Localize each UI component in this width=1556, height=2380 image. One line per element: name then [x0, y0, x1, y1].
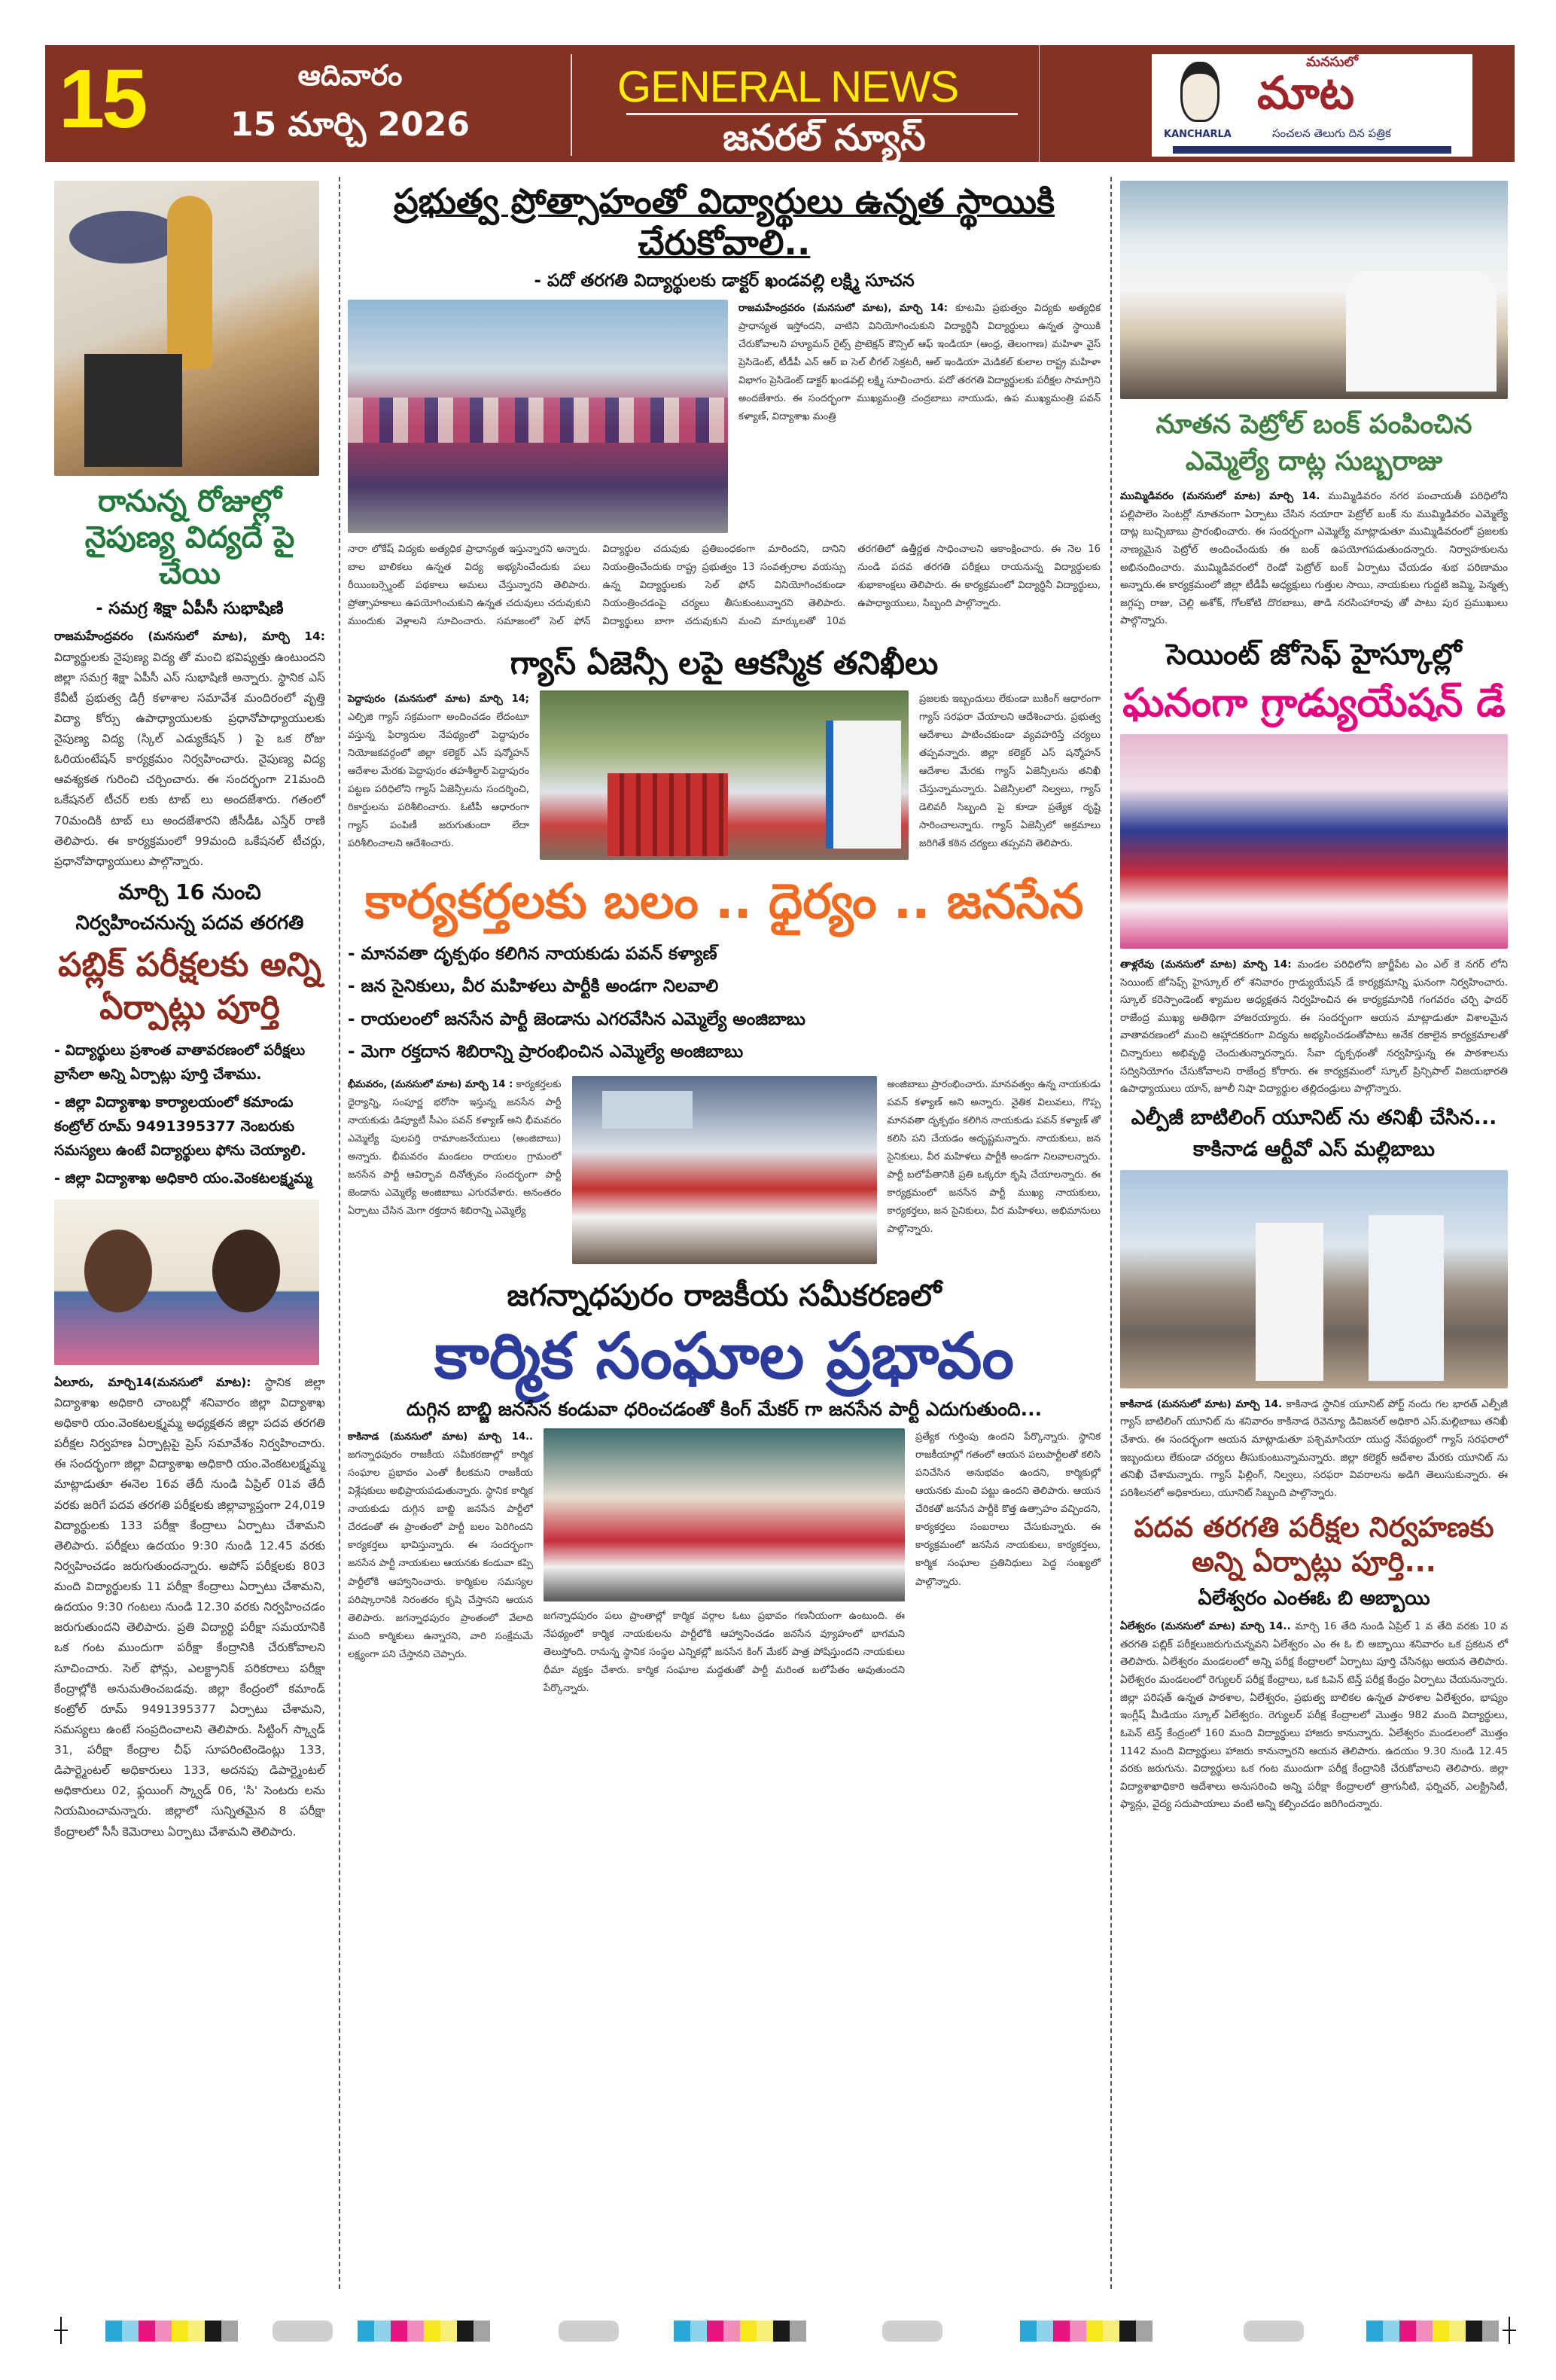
section-underline [626, 113, 1018, 115]
issue-day: ఆదివారం [297, 59, 403, 92]
dateline: కాకినాడ (మనసులో మాట) మార్చి 14. [1120, 1397, 1283, 1410]
logo-bar [1173, 146, 1451, 154]
jagannadhapuram-subhead: దుగ్గిన బాబ్జి జనసేన కండువా ధరించడంతో కింగ్ మేకర్ గా జనసేన పార్టీ ఎదుగుతుంది... [406, 1398, 1043, 1421]
cmyk-swatch-group [1366, 2321, 1499, 2342]
dateline: రాజమహేంద్రవరం (మనసులో మాట), మార్చి 14: [54, 629, 325, 644]
article-text: జగన్నాధపురం పలు ప్రాంతాల్లో కార్మిక వర్గాల ఓటు ప్రభావం గణనీయంగా ఉంటుంది. ఈ నేపథ్యంలో కార్మిక నాయకులను పార్టీలోకి ఆహ్వానించడం జనసేన వ్యూహంలో భాగమని తెలుస్తోంది. రానున్న స్థానిక సంస్థల ఎన్నికల్లో జనసేన కింగ్ మేకర్ పాత్ర పోషిస్తుందని నాయకులు ధీమా వ్యక్తం చేశారు. కార్మిక సంఘాల మద్దతుతో పార్టీ మరింత బలోపేతం అవుతుందని పేర్కొన్నారు. [544, 1611, 905, 1695]
print-footer [0, 2296, 1556, 2357]
color-swatch [188, 2321, 205, 2342]
graduation-kicker: సెయింట్ జోసెఫ్ హైస్కూల్లో [1166, 638, 1462, 671]
bullet-item: - జన సైనికులు, వీర మహిళలు పార్టీకి అండగా నిలవాలి [348, 977, 719, 997]
article-text: మార్చి 16 తేది నుండి ఏప్రిల్ 1 వ తేది వరకు 10 వ తరగతి పబ్లిక్ పరీక్షలుజరుగుచున్నవని ఏలేశ్వరం ఎం ఈ ఓ బి అబ్బాయి శనివారం ఒక ప్రకటన లో తెలిపారు. ఏలేశ్వరం మండలంలో అన్ని పరీక్ష కేంద్రాలలో ఏర్పాటు పూర్తి చేసినట్లు ఆయన తెలిపారు. ఏలేశ్వరం మండలంలో రెగ్యులర్ పరీక్ష కేంద్రాలు, ఒక ఓపెన్ టెన్త్ పరీక్ష కేంద్రం ఏర్పాటు చేయనున్నారు. జిల్లా పరిషత్ ఉన్నత పాఠశాల, ఏలేశ్వరం, ప్రభుత్వ బాలికల ఉన్నత పాఠశాల ఏలేశ్వరం, భాష్యం ఇంగ్లీష్ మీడియం స్కూల్ ఏలేశ్వరం. రెగ్యులర్ పరీక్ష కేంద్రాలలో మొత్తం 982 మంది విద్యార్థులు, ఓపెన్ టెన్త్ కేంద్రంలో 160 మంది విద్యార్థులు హాజరు కానున్నారు. ఏలేశ్వరం మండలంలో మొత్తం 1142 మంది విద్యార్థులు హాజరు కానున్నారని ఆయన తెలిపారు. ఉదయం 9.30 నుండి 12.45 వరకు జరుగును. విద్యార్థులు ఒక గంట ముందుగా పరీక్ష కేంద్రానికి చేరుకోవాలని తెలిపారు. జిల్లా విద్యాశాఖాధికారి ఆదేశాలు అనుసరించి అన్ని పరీక్షా కేంద్రాలలో త్రాగునీటి, ఫర్నిచర్, ఎలక్ట్రిసిటీ, ఫ్యాన్లు, వైద్య సదుపాయాలు వంటి అన్ని కల్పించడం జరిగిందన్నారు. [1120, 1620, 1509, 1811]
lpg-subhead: కాకినాడ ఆర్టీవో ఎస్ మల్లిబాబు [1192, 1138, 1435, 1162]
article-text: అంజిబాబు ప్రారంభించారు. మానవత్వం ఉన్న నాయకుడు పవన్ కళ్యాణ్ అని అన్నారు. నైతిక విలువలు, గొప్ప మానవతా దృక్పథం కలిగిన నాయకుడు పవన్ కళ్యాణ్ తో కలిసి పని చేయడం అదృష్టమన్నారు. నాయకులు, జన సైనికులు, వీర [887, 1078, 1101, 1163]
gray-calibration-patch [273, 2321, 333, 2342]
color-swatch [1070, 2321, 1086, 2342]
color-swatch [374, 2321, 391, 2342]
article-body [1120, 1618, 1508, 1814]
color-swatch [1433, 2321, 1449, 2342]
bullet-item: - జిల్లా విద్యాశాఖ కార్యాలయంలో కమాండు కంట్రోల్ రూమ్ 9491395377 నెంబరుకు సమస్యలు ఉంటే విద్యార్థులు ఫోను చెయ్యాలి. [54, 1093, 306, 1160]
article-text: నియంత్రించేందుకు రాష్ట్ర ప్రభుత్వం 13 సంవత్సరాల వయస్సు ఉన్న విద్యార్థులకు సెల్ ఫోన్ వినియోగించకుండా నియంత్రించడంపై చర్యలు తీసుకుంటున్నారని తెలిపారు. విద్యార్థులు బాగా చదువుకుని మంచి మార్కులతో 10వ తరగతిలో ఉత్తీర్ణత సాధించాలని ఆకాంక్షించారు. ఈ నెల 16 నుండి పదవ తరగతి పరీక్షలు రాయనున్న విద్యార్థులకు శుభాకాంక్షలు తెలిపారు. ఈ కార్యక్రమంలో విద్యార్థినీ విద్యార్థులు, ఉపాధ్యాయులు, సిబ్బంది పాల్గొన్నారు. [602, 543, 1101, 628]
gas-headline: గ్యాస్ ఏజెన్సీ లపై ఆకస్మిక తనిఖీలు [510, 645, 939, 682]
photo-graduation-day [1120, 734, 1508, 949]
article-text: మహిళలు పార్టీకి అండగా నిలవాలన్నారు. పార్టీ బలోపేతానికి ప్రతి ఒక్కరూ కృషి చేయాలన్నారు. ఈ కార్యక్రమంలో జనసేన పార్టీ ముఖ్య నాయకులు, కార్యకర్తలు, జన సైనికులు, వీర మహిళలు, అభిమానులు పాల్గొన్నారు. [887, 1150, 1101, 1236]
gray-calibration-patch [559, 2321, 619, 2342]
headline-public-exams: పబ్లిక్ పరీక్షలకు అన్ని ఏర్పాట్లు పూర్తి [58, 945, 321, 1027]
article-body [348, 1428, 533, 1664]
article-body [348, 541, 1101, 631]
logo-small-text: మనసులో [1306, 54, 1359, 70]
article-text: కూటమి ప్రభుత్వం విద్యకు అత్యధిక ప్రాధాన్యత ఇస్తోందని, వాటిని వినియోగించుకుని విద్యార్థినీ విద్యార్థులు ఉన్నత స్థాయికి చేరుకోవాలని హ్యూమన్ రైట్స్ ప్రొటెక్షన్ కౌన్సిల్ ఆఫ్ ఇండియా (ఆంధ్ర, తెలంగాణ) మహిళా వైస్ ప్రెసిడెంట్, టీడీపీ ఎన్ ఆర్ ఐ సెల్ లీగల్ సెక్రటరీ, ఆల్ ఇండియా మెడికల్ కులాల రాష్ట్ర మహిళా విభాగం ప్రెసిడెంట్ డాక్టర్ ఖండవల్లి లక్ష్మి సూచించారు. పదో తరగతి విద్యార్థులకు పరీక్షల సామాగ్రిని అందజేశారు. ఈ సందర్భంగా ముఖ్యమంత్రి చంద్రబాబు నాయుడు, ఉప ముఖ్యమంత్రి పవన్ కళ్యాణ్, విద్యాశాఖ మంత్రి [738, 302, 1101, 423]
janasena-headline: కార్యకర్తలకు బలం .. ధైర్యం .. జనసేన [364, 873, 1084, 930]
dateline: ఏలూరు, మార్చి14(మనసులో మాట): [54, 1375, 251, 1389]
dateline: ముమ్మిడివరం (మనసులో మాట) మార్చి 14. [1120, 490, 1320, 502]
section-title-en: GENERAL NEWS [617, 62, 959, 111]
registration-mark-icon [1501, 2317, 1518, 2344]
color-swatch [1383, 2321, 1399, 2342]
article-body [1120, 956, 1508, 1099]
subhead-skill-education: - సమగ్ర శిక్షా ఏపీసీ సుభాషిణి [96, 599, 284, 618]
color-swatch [740, 2321, 757, 2342]
color-swatch [1136, 2321, 1153, 2342]
photo-petrol-bunk-opening [1120, 181, 1508, 399]
left-column [54, 181, 325, 1842]
center-column [348, 181, 1101, 1698]
bullet-item: - మెగా రక్తదాన శిబిరాన్ని ప్రారంభించిన ఎమ్మెల్యే అంజిబాబు [348, 1041, 744, 1062]
lead-headline: ప్రభుత్వ ప్రోత్సాహంతో విద్యార్థులు ఉన్నత స్థాయికి చేరుకోవాలి.. [393, 181, 1055, 264]
article-body [919, 690, 1101, 853]
headline-skill-education: రానున్న రోజుల్లో నైపుణ్య విద్యదే పై చేయి [84, 484, 295, 591]
bullet-item: - విద్యార్థులు ప్రశాంత వాతావరణంలో పరీక్షలు వ్రాసేలా అన్ని ఏర్పాట్లు పూర్తి చేశాము. [54, 1042, 306, 1083]
cmyk-swatch-group [1020, 2321, 1153, 2342]
exams-subhead: ఏలేశ్వరం ఎంఈఓ బి అబ్బాయి [1198, 1587, 1430, 1611]
color-swatch [690, 2321, 707, 2342]
founder-portrait-icon [1180, 62, 1220, 122]
color-swatch [1103, 2321, 1119, 2342]
color-swatch [1119, 2321, 1136, 2342]
gray-calibration-patch [1244, 2321, 1304, 2342]
color-swatch [139, 2321, 155, 2342]
color-swatch [424, 2321, 440, 2342]
newspaper-logo [1152, 54, 1472, 157]
color-swatch [205, 2321, 221, 2342]
page-number: 15 [59, 53, 145, 145]
masthead-divider [571, 54, 572, 156]
photo-deo-officials [54, 1199, 319, 1365]
color-swatch [1399, 2321, 1416, 2342]
article-text: కాకినాడ స్థానిక యూనిట్ పోర్ట్ నందు గల భారత్ ఎల్పీజీ గ్యాస్ బాటిలింగ్ యూనిట్ ను శనివారం కాకినాడ రెవెన్యూ డివిజనల్ అధికారి ఎస్.మల్లిబాబు తనిఖీ చేశారు. ఈ సందర్భంగా ఆయన మాట్లాడుతూ పశ్చిమాసియా యుద్ధ నేపథ్యంలో గ్యాస్ సరఫరాలో ఇబ్బందులు లేకుండా చర్యలు తీసుకుంటున్నామన్నారు. జిల్లా కలెక్టర్ ఆదేశాల మేరకు యూనిట్ ను తనిఖీ చేశామన్నారు. గ్యాస్ ఫిల్లింగ్, నిల్వలు, సరఫరా వివరాలను అడిగి తెలుసుకున్నారు. ఈ పరిశీలనలో అధికారులు, యూనిట్ సిబ్బంది పాల్గొన్నారు. [1120, 1397, 1509, 1499]
color-swatch [707, 2321, 723, 2342]
color-swatch [1037, 2321, 1053, 2342]
article-text: మండల పరిధిలోని జార్జీపేట ఎం ఎల్ కె నగర్ లోని సెయింట్ జోసెఫ్స్ హైస్కూల్ లో శనివారం గ్రాడ్యుయేషన్ డే కార్యక్రమాన్ని ఘనంగా నిర్వహించారు. స్కూల్ కరెస్పాండెంట్ శ్యామల అధ్యక్షతన నిర్వహించిన ఈ కార్యక్రమానికి గంగవరం చర్చి ఫాదర్ రాజేంద్ర ముఖ్య అతిథిగా హాజరయ్యారు. ఈ సందర్భంగా ఆయన మాట్లాడుతూ విశాలమైన వాతావరణంలో మంచి ఆహ్లాదకరంగా విద్యను అభ్యసించడంతోపాటు అనేక రకాలైన కార్యక్రమాలతో చిన్నారులు అభివృద్ధి చెందుతున్నారన్నారు. సేవా దృక్పథంతో నర్వహిస్తున్న ఈ పాఠశాలను సద్వినియోగం చేసుకోవాలని రాజేంద్ర కోరారు. ఈ కార్యక్రమంలో స్కూల్ ప్రిన్సిపాల్ విజయభారతి ఉపాధ్యాయులు యాన్, జూలీ నిషా విద్యార్థుల తల్లిదండ్రులు పాల్గొన్నారు. [1120, 958, 1508, 1096]
article-text: జగన్నాధపురం రాజకీయ సమీకరణాల్లో కార్మిక సంఘాల ప్రభావం ఎంతో కీలకమని రాజకీయ విశ్లేషకులు అభిప్రాయపడుతున్నారు. స్థానిక కార్మిక నాయకుడు దుగ్గిన బాబ్జి జనసేన పార్టీలో చేరడంతో ఈ ప్రాంతంలో పార్టీ బలం పెరిగిందని కార్యకర్తలు భావిస్తున్నారు. ఈ సందర్భంగా జనసేన పార్టీ నాయకులు ఆయనకు కండువా కప్పి పార్టీలోకి ఆహ్వానించారు. కార్మికుల సమస్యల పరిష్కారానికి నిరంతరం కృషి చేస్తానని ఆయన తెలిపారు. జగన్నాధపురం ప్రాంతంలో వేలాది మంది కార్మికులు ఉన్నారని, వారి సంక్షేమమే లక్ష్యంగా పని చేస్తానని చెప్పారు. [348, 1449, 533, 1660]
article-body [1120, 1396, 1508, 1503]
article-text: నారా లోకేష్ విద్యకు అత్యధిక ప్రాధాన్యత ఇస్తున్నారని అన్నారు. బాల బాలికలు ఉన్నత విద్య అభ్యసించేందుకు పలు రీయింబర్స్మెంట్ పథకాలు అమలు చేస్తున్నారని తెలిపారు. ప్రోత్సాహకాలు ఉపయోగించుకుని ఉన్నత చదువులు చదువుకుని ముందుకు వెళ్లాలని సూచించారు. సమాజంలో సెల్ ఫోన్ విద్యార్థుల చదువుకు ప్రతిబంధకంగా మారిందని, దానిని [348, 543, 846, 628]
color-swatch [1366, 2321, 1383, 2342]
color-swatch [457, 2321, 473, 2342]
color-swatch [1020, 2321, 1037, 2342]
right-column [1120, 181, 1508, 1814]
article-body [54, 1373, 325, 1842]
kicker-tenth-class: నిర్వహించనున్న పదవ తరగతి [75, 912, 304, 935]
jagannadhapuram-headline: కార్మిక సంఘాల ప్రభావం [434, 1318, 1015, 1393]
bullet-list [54, 1037, 325, 1192]
graduation-headline: ఘనంగా గ్రాడ్యుయేషన్ డే [1122, 680, 1506, 726]
jagannadhapuram-kicker: జగన్నాధపురం రాజకీయ సమీకరణలో [507, 1278, 942, 1313]
gray-calibration-patch [882, 2321, 942, 2342]
dateline: ఏలేశ్వరం (మనసులో మాట) మార్చి 14.. [1120, 1620, 1291, 1633]
photo-blood-donation [572, 1076, 877, 1264]
color-swatch [105, 2321, 122, 2342]
photo-students-group [348, 300, 728, 533]
cmyk-swatch-group [674, 2321, 806, 2342]
color-swatch [473, 2321, 490, 2342]
cmyk-swatch-group [105, 2321, 238, 2342]
color-swatch [1449, 2321, 1466, 2342]
section-title-te: జనరల్ న్యూస్ [723, 117, 926, 159]
color-swatch [1482, 2321, 1499, 2342]
photo-speaker-podium [54, 181, 319, 476]
color-swatch [358, 2321, 374, 2342]
article-body [544, 1607, 905, 1698]
exams-headline: పదవ తరగతి పరీక్షల నిర్వహణకు అన్ని ఏర్పాట్లు పూర్తి... [1134, 1510, 1494, 1578]
dateline: భీమవరం, (మనసులో మాట) మార్చి 14 : [348, 1078, 513, 1090]
photo-gas-inspection [540, 690, 909, 860]
article-body [54, 626, 325, 872]
kicker-march16: మార్చి 16 నుంచి [118, 879, 261, 904]
article-body [888, 1076, 1101, 1239]
color-swatch [674, 2321, 690, 2342]
color-swatch [221, 2321, 238, 2342]
logo-wordmark: మాట [1257, 67, 1355, 120]
color-swatch [1086, 2321, 1103, 2342]
article-body [348, 690, 529, 853]
color-calibration-bar [0, 2311, 1556, 2357]
article-body [915, 1428, 1101, 1591]
article-text: ముమ్మిడివరం నగర పంచాయతీ పరిధిలోని పల్లిపాలెం సెంటర్లో నూతనంగా ఏర్పాటు చేసిన నయారా పెట్రోల్ బంక్ ను ముమ్మిడివరం ఎమ్మెల్యే దాట్ల బుచ్చిబాబు ప్రారంభించారు. ఈ సందర్భంగా ఎమ్మెల్యే మాట్లాడుతూ ముమ్మిడివరంలో ప్రజలకు నాణ్యమైన పెట్రోల్ అందించేందుకు ఈ బంక్ ఉపయోగపడుతుందన్నారు. నిర్వాహకులను అభినందించారు. ముమ్మిడివరంలో రెండో పెట్రోల్ బంక్ ఏర్పాటు చేయడం శుభ పరిణామం అన్నారు.ఈ కార్యక్రమంలో జిల్లా టీడీపీ అధ్యక్షులు గుత్తుల సాయి, నాయకులు గుద్దటి జమ్మి, పెన్మత్స జగ్గప్ప రాజు, చెల్లి అశోక్, గోలకోటి దొరబాబు, తాడి నరసింహారావు తో పాటు పుర ప్రముఖులు పాల్గొన్నారు. [1120, 490, 1508, 627]
color-swatch [757, 2321, 773, 2342]
logo-tagline: సంచలన తెలుగు దిన పత్రిక [1272, 126, 1391, 140]
bullet-item: - జిల్లా విద్యాశాఖ అధికారి యం.వెంకటలక్ష్మమ్మ [54, 1169, 312, 1187]
cmyk-swatch-group [358, 2321, 490, 2342]
color-swatch [155, 2321, 172, 2342]
masthead [45, 45, 1515, 162]
color-swatch [723, 2321, 740, 2342]
column-divider [1110, 177, 1112, 2289]
article-text: విద్యార్థులకు నైపుణ్య విద్య తో మంచి భవిష్యత్తు ఉంటుందని జిల్లా సమగ్ర శిక్షా ఏపీసీ ఎస్ సుభాషిణి అన్నారు. స్థానిక ఎస్ కేవీటీ ప్రభుత్వ డిగ్రీ కళాశాల సమావేశ మందిరంలో వృత్తి విద్యా కోర్సు ఉపాధ్యాయులకు ప్రధానోపాధ్యాయులకు నైపుణ్య విద్య (స్కిల్ ఎడ్యుకేషన్ ) పై ఒక రోజు ఓరియంటేషన్ కార్యక్రమం నిర్వహించారు. నైపుణ్య విద్య ఆవశ్యకత గురించి చర్చించారు. ఈ సందర్భంగా 21మంది ఒకేషనల్ టీచర్ లకు టాబ్ లు అందజేశారు. గతంలో 70మందికి టాబ్ లు అందజేశారని జీసీడీఓ ఎస్తేర్ రాణి తెలిపారు. ఈ కార్యక్రమంలో 99మంది ఒకేషనల్ టీచర్లు, ప్రధానోపాధ్యాయులు పాల్గొన్నారు. [54, 650, 325, 868]
article-text: కార్యకర్తలకు ధైర్యాన్ని, సంపూర్ణ భరోసా ఇస్తున్న జనసేన పార్టీ నాయకుడు డిప్యూటీ సీఎం పవన్ కళ్యాణ్ అని భీమవరం ఎమ్మెల్యే పులపర్తి రామాంజనేయులు (అంజిబాబు) అన్నారు. భీమవరం మండలం రాయలం గ్రామంలో జనసేన పార్టీ ఆవిర్భావ దినోత్సవం సందర్భంగా పార్టీ జెండాను ఎమ్మెల్యే అంజిబాబు ఎగురవేశారు. అనంతరం ఏర్పాటు చేసిన మెగా రక్తదాన శిబిరాన్ని ఎమ్మెల్యే [348, 1078, 562, 1217]
registration-mark-icon [53, 2317, 69, 2344]
bullet-item: - మానవతా దృక్పథం కలిగిన నాయకుడు పవన్ కళ్యాణ్ [348, 944, 717, 964]
issue-date: 15 మార్చి 2026 [230, 105, 470, 144]
dateline: కాకినాడ (మనసులో మాట) మార్చి 14.. [348, 1431, 533, 1443]
dateline: రాజమహేంద్రవరం (మనసులో మాట), మార్చి 14: [738, 302, 949, 314]
lead-subhead: - పదో తరగతి విద్యార్థులకు డాక్టర్ ఖండవల్లి లక్ష్మి సూచన [534, 271, 915, 291]
column-divider [339, 177, 340, 2289]
photo-with-caption [544, 1428, 905, 1698]
article-body [348, 1076, 562, 1220]
lpg-headline: ఎల్పీజీ బాటిలింగ్ యూనిట్ ను తనిఖీ చేసిన... [1131, 1105, 1497, 1129]
color-swatch [391, 2321, 407, 2342]
petrol-headline: నూతన పెట్రోల్ బంక్ పంపించిన ఎమ్మెల్యే దాట్ల సుబ్బరాజు [1156, 410, 1472, 477]
color-swatch [172, 2321, 188, 2342]
bullet-item: - రాయలంలో జనసేన పార్టీ జెండాను ఎగరవేసిన ఎమ్మెల్యే అంజిబాబు [348, 1009, 806, 1029]
color-swatch [407, 2321, 424, 2342]
banner-graphic [602, 1091, 693, 1129]
color-swatch [122, 2321, 139, 2342]
color-swatch [440, 2321, 457, 2342]
bullet-list [348, 938, 1101, 1068]
color-swatch [1416, 2321, 1433, 2342]
color-swatch [1466, 2321, 1482, 2342]
logo-brand: KANCHARLA [1164, 129, 1232, 140]
article-text: ప్రజలకు ఇబ్బందులు లేకుండా బుకింగ్ ఆధారంగా గ్యాస్ సరఫరా చేయాలని ఆదేశించారు. ప్రభుత్వ ఆదేశాలు పాటించకుండా వ్యవహరిస్తే చర్యలు తప్పవన్నారు. జిల్లా కలెక్టర్ ఎస్ షన్మోహన్ ఆదేశాల మేరకు గ్యాస్ ఏజెన్సీలను తనిఖీ చేస్తున్నామన్నారు. ఏజెన్సీలలో నిల్వలు, గ్యాస్ డెలివరీ సిబ్బంది పై కూడా ప్రత్యేక దృష్టి సారించాలన్నారు. గ్యాస్ ఏజెన్సీలో అక్రమాలు జరిగితే కఠిన చర్యలు తప్పవని తెలిపారు. [919, 693, 1101, 849]
color-swatch [1053, 2321, 1070, 2342]
dateline: తాళ్లరేవు (మనసులో మాట) మార్చి 14: [1120, 958, 1292, 971]
photo-party-joining [544, 1428, 905, 1601]
article-text: స్థానిక జిల్లా విద్యాశాఖ అధికారి చాంబర్లో శనివారం జిల్లా విద్యాశాఖ అధికారి యం.వెంకటలక్ష్మమ్మ అధ్యక్షతన జిల్లా పదవ తరగతి పరీక్షల నిర్వహణ ఏర్పాట్లపై ప్రెస్ సమావేశం నిర్వహించారు. ఈ సందర్భంగా జిల్లా విద్యాశాఖ అధికారి యం.వెంకటలక్ష్మమ్మ మాట్లాడుతూ ఈనెల 16వ తేదీ నుండి ఏప్రిల్ 01వ తేదీ వరకు జరిగే పదవ తరగతి పరీక్షలకు జిల్లావ్యాప్తంగా 24,019 విద్యార్థులకు 133 పరీక్షా కేంద్రాలు ఏర్పాటు చేశామని తెలిపారు. పరీక్షలు ఉదయం 9:30 నుండి 12.45 వరకు నిర్వహించడం జరుగుతుందన్నారు. అపోస్ పరీక్షలకు 803 మంది విద్యార్థులకు 11 పరీక్షా కేంద్రాలు ఏర్పాటు చేశామని, ఉదయం 9:30 గంటలు నుండి 12.30 వరకు నిర్వహించడం జరుగుతుందని తెలిపారు. ప్రతి విద్యార్థి పరీక్షా సమయానికి ఒక గంట ముందుగా పరీక్షా కేంద్రానికి చేరుకోవాలని సూచించారు. సెల్ ఫోన్లు, ఎలక్ట్రానిక్ పరికరాలు పరీక్షా కేంద్రాల్లోకి అనుమతించబడవు. జిల్లా కేంద్రంలో కమాండ్ కంట్రోల్ రూమ్ 9491395377 ఏర్పాటు చేశామని, సమస్యలు ఉంటే సంప్రదించాలని తెలిపారు. సిట్టింగ్ స్క్వాడ్ 31, పరీక్షా కేంద్రాల చీఫ్ సూపరింటెండెంట్లు 133, డిపార్ట్మెంటల్ అధికారులు 133, అదనపు డిపార్ట్మెంటల్ అధికారులు 02, ఫ్లయింగ్ స్క్వాడ్ 06, 'సి' సెంటరు లను నియమించామన్నారు. జిల్లాలో సున్నితమైన 8 పరీక్షా కేంద్రాలలో సీసీ కెమెరాలు ఏర్పాటు చేశామని తెలిపారు. [54, 1375, 325, 1839]
article-text: ప్రత్యేక గుర్తింపు ఉందని పేర్కొన్నారు. స్థానిక రాజకీయాల్లో గతంలో ఆయన పలుపార్టీలతో కలిసి పనిచేసిన అనుభవం ఉందని, కార్మికుల్లో ఆయనకు మంచి పట్టు ఉందని తెలిపారు. ఆయన చేరికతో జనసేన పార్టీకి కొత్త ఉత్సాహం వచ్చిందని, కార్యకర్తలు సంబరాలు చేసుకున్నారు. ఈ కార్యక్రమంలో జనసేన నాయకులు, కార్యకర్తలు, కార్మిక సంఘాల ప్రతినిధులు పెద్ద సంఖ్యలో పాల్గొన్నారు. [915, 1431, 1101, 1588]
color-swatch [790, 2321, 806, 2342]
dateline: పెద్దాపురం (మనసులో మాట) మార్చి 14; [348, 693, 529, 705]
article-body [738, 300, 1101, 426]
color-swatch [773, 2321, 790, 2342]
article-body [1120, 488, 1508, 630]
masthead-divider [1039, 45, 1040, 162]
photo-lpg-bottling-unit [1120, 1170, 1508, 1388]
article-text: ఎల్పిజి గ్యాస్ సక్రమంగా అందించడం లేదంటూ వస్తున్న ఫిర్యాదుల నేపథ్యంలో పెద్దాపురం నియోజకవర్గంలో జిల్లా కలెక్టర్ ఎస్ షన్మోహన్ ఆదేశాల మేరకు పెద్దాపురం తహశీల్దార్ పెద్దాపురం పట్టణ పరిధిలోని గ్యాస్ ఏజెన్సీలను సందర్శించి, రికార్డులను పరిశీలించారు. ఓటీపీ ఆధారంగా గ్యాస్ పంపిణీ జరుగుతుందా లేదా పరిశీలించాలని ఆదేశించారు. [348, 711, 529, 849]
